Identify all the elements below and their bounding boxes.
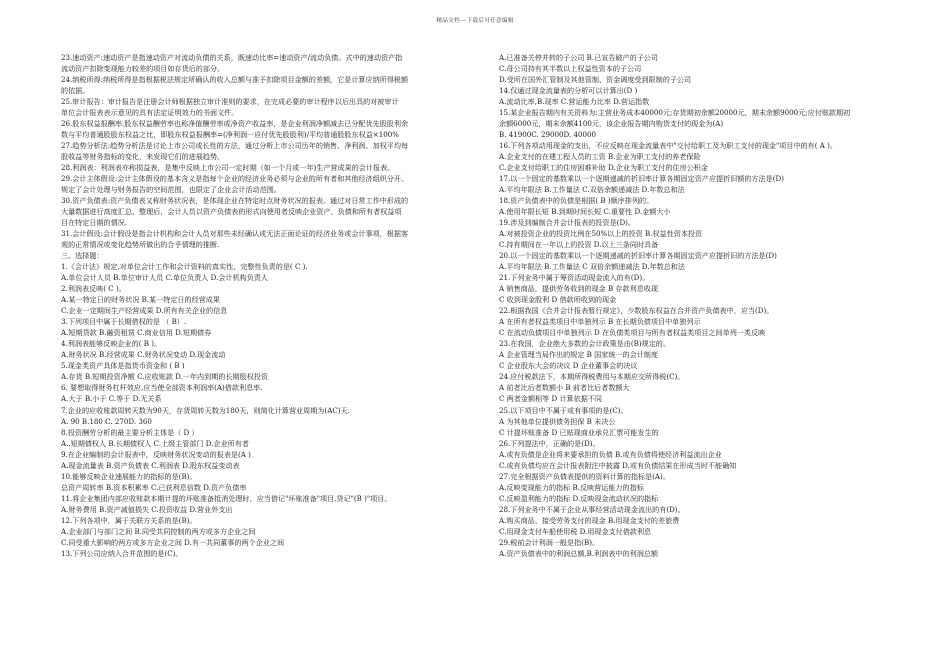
text-line: 3.下列项目中属于长期借权的是 （ B）. (61, 317, 187, 327)
page-header: 精品文档---下载后可任意编辑 (436, 18, 514, 24)
text-line: A.企业部门与部门之间 B.同受共同控制的两方或多方企业之间 (61, 526, 256, 536)
text-line: 单位会计报表表示意见的具有法定证明效力的书面文件。 (61, 108, 239, 118)
text-line: A.对被投资企业的投资比例在50%以上的投资 B.权益性资本投资 (499, 229, 703, 239)
text-line: 5.现金类资产具体是指货币资金和 ( B ) (61, 361, 185, 371)
text-line: B. 41900C. 29000D. 40000 (499, 130, 597, 140)
text-line: 27.完全根据资产负债表提供的资料计算的指标是(A)。 (499, 471, 670, 481)
text-line: 股收益等财务指标的变化，来发现它们的进展趋势。 (61, 152, 225, 162)
text-line: 20.以一个固定的基数乘以一个逐期递减的折旧率计算各期固定资产应提折旧的方法是(D) (499, 251, 777, 261)
text-line: 24.应付税款法下，本期所得税费用与本期应交所得税(C)。 (499, 372, 685, 382)
text-line: A.单位会计人员 B.单位审计人员 C.单位负责人 D.会计机构负责人 (61, 273, 268, 283)
right-column (499, 52, 911, 559)
text-line: 13.下列公司应纳入合并范围的是(C)。 (61, 548, 183, 558)
text-line: A..短期债权人 B.长期债权人 C.上级主管部门 D.企业所有者 (61, 438, 249, 448)
text-line: 余额6000元，期末余额4100元，该企业报告期内购货支付的现金为(A) (499, 119, 724, 129)
text-line: 4.利润表能够反映企业的( B )。 (61, 339, 162, 349)
text-line: 大量数据进行高度汇总、整理后，会计人员以资产负债表的形式向使用者反映企业资产、负债和所有者权益项 (61, 207, 402, 217)
text-line: 23.在我国，企业绝大多数的会计政策是由(B)规定的。 (499, 339, 670, 349)
text-line: C 计提坏账准备 D 已贴现商业承兑汇票可能发生的 (499, 427, 659, 437)
text-line: A.资产负债表中的利润总额,B.利润表中的利润总额 (499, 548, 658, 558)
text-line: A 销售商品，提供劳务收到的现金 B 存款利息收现 (499, 284, 658, 294)
text-line: 6. 要想取得财务杠杆效应,应当使全部资本利润率(A)借款利息率. (61, 383, 263, 393)
text-line: 12.下列各项中，属于关联方关系的是(B)。 (61, 515, 197, 525)
text-line: 30.资产负债表:资产负债表又称财务状况表，是体现企业在特定时点财务状况的报表。通过对日常工作中形成的 (61, 196, 409, 206)
left-column (61, 52, 473, 559)
text-line: A 前者比后者数额小 B 前者比后者数额大 (499, 383, 630, 393)
text-line: 27.趋势分析法:趋势分析法是讨论上市公司或长性的方法，通过分析上市公司历年的销售、净利润、加权平均每 (61, 141, 409, 151)
text-line: C 收到现金股利 D 借款所收到的现金 (499, 295, 617, 305)
text-line: 9.在企业编制的会计报表中，反映财务状况变动的报表是(A ) (61, 449, 251, 459)
text-line: A.财务费用 B.资产减值损失 C.投资收益 D.营业外支出 (61, 504, 233, 514)
text-line: D.受所在国外汇管制及其他管制、资金调度受到限制的子公司 (499, 75, 692, 85)
text-line: 16.下列各项动用现金的支出，不应反映在现金流量表中"交付给职工及为职工支付的现金"项目中的有( A )。 (499, 141, 838, 151)
text-line: A.大于 B.小于 C.等于 D.无关系 (61, 394, 162, 404)
text-line: A 在所有者权益类项目中单独列示 B 在长期负债项目中单独列示 (499, 317, 701, 327)
text-line: A.某一特定日的财务状况 B.某一特定日的经营成果 (61, 295, 220, 305)
text-line: A.平均年限法 B.工作量法 C.双倍余额递减法 D.年数总和法 (499, 185, 685, 195)
text-line: 31.会计假设:会计假设是指会计机构和会计人员对那些未经确认或无法正面论证的经济业务或会计事项，根据客 (61, 229, 409, 239)
text-line: 24.纳税所得:纳税所得是指根据税法规定所确认的收入总额与准予扣除项目金额的差额，它是计算应纳所得税额 (61, 75, 409, 85)
text-line: C.同受重大影响的两方或多方企业之间 D.有一共同董事的两个企业之间 (61, 537, 285, 547)
text-line: C.持有期间在一年以上的投资 D.以上三条同时具备 (499, 240, 659, 250)
text-line: C.用现金支付车船使用税 D.用现金支付借款利息 (499, 526, 652, 536)
text-line: 1.《会计法》规定,对单位会计工作和会计资料的真实性、完整性负责的是( C ). (61, 262, 308, 272)
text-line: C 企业股东大会的决议 D 企业董事会的决议 (499, 361, 638, 371)
text-line: A.购买商品、接受劳务支付的现金 B.用现金支付的差旅费 (499, 515, 680, 525)
text-line: 23.速动资产:速动资产是指速动资产对流动负债的关系，既速动比率=速动资产/流动负债。式中的速动资产指 (61, 53, 403, 62)
text-line: A.财务状况 B.经营成果 C.财务状况变动 D.现金流动 (61, 350, 226, 360)
text-line: 21.下列业务中属于筹资活动现金流入的有(D)。 (499, 273, 650, 283)
text-line: 的依据。 (61, 86, 90, 96)
text-line: A.存货 B.短期投资净额 C.应收账款 D.一年内到期的长期股权投资 (61, 372, 268, 382)
text-line: A.平均年限法 B.工作量法 C 双倍余额递减法 D.年数总和法 (499, 262, 685, 272)
text-line: A 为其他单位提供债务担保 B 未决公 (499, 416, 616, 426)
text-line: 观的正常情况或变化趋势所做出的合乎情理的推断. (61, 240, 220, 250)
text-line: C.企业支付给职工的住房困难补助 D.企业为职工支付的住房公积金 (499, 163, 708, 173)
text-line: 总资产周转率 B.资本积累率 C.已获利息倍数 D.资产负债率 (61, 482, 247, 492)
text-line: C.母公司持有其半数以上权益性资本的子公司 (499, 64, 642, 74)
text-line: 数与平均普通股股东权益之比，即股东权益报酬率=(净利润一应付优先股股利)/平均普通股股东权益×100% (61, 130, 400, 140)
text-line: A.短期贷款 B.融资租赁 C.商业信用 D.短期债券 (61, 328, 212, 338)
text-line: A.使用年限长短 B.到期时间长短 C.重要性 D.金额大小 (499, 207, 671, 217)
text-line: 目在特定日期的情况. (61, 218, 128, 228)
text-line: 10.能够反映企业速展能力的指标的是(B)。 (61, 471, 197, 481)
text-line: 25.以下项目中不属于或有事项的是(C)。 (499, 405, 628, 415)
text-line: 规定了会计处理与财务报告的空间范围，也限定了企业会计活动范围。 (61, 185, 281, 195)
text-line: 14.仅通过现金流量表的分析可以计算出(D ) (499, 86, 638, 96)
text-line: 8.投资酬劳分析的最主要分析主体是（ D ） (61, 427, 199, 437)
text-line: A.现金流量表 B.资产负债表 C.利润表 D.股东权益变动表 (61, 460, 240, 470)
text-line: 2.利润表反映( C )。 (61, 284, 126, 294)
text-line: 三、选择题： (61, 251, 104, 261)
text-line: A.反映变现能力的指标 B.反映营运能力的指标 (499, 482, 644, 492)
text-line: 26.下列提法中，正确的是(D)。 (499, 438, 600, 448)
text-line: C.反映盈利能力的指标 D.反映现金流动状况的指标 (499, 493, 659, 503)
text-line: 28.利润表：利润表亦称损益表，是集中反映上市公司一定时期（如一个月或一年)生产营成果的会计报表。 (61, 163, 395, 173)
text-line: C 两者金额相等 D 计算依据不同 (499, 394, 603, 404)
text-line: A.已准备关停并转的子公司 B.已宣告破产的子公司 (499, 53, 658, 62)
text-line: A. 90 B.180 C. 270D. 360 (61, 416, 152, 426)
text-line: A 企业管理当局作出的规定 B 国家统一的会计制度 (499, 350, 658, 360)
text-line: 17.以一个固定的基数乘以一个逐期递减的折旧率计算各期固定资产应提折旧额的方法是(D) (499, 174, 784, 184)
text-line: 28.下列业务中不属于企业从事经营活动现金流出的有(D)。 (499, 504, 685, 514)
text-line: 29.税前会计利润一般是指(B)。 (499, 537, 600, 547)
text-line: A.流动比率,B.现率 C.营运能力比率 D.营运指数 (499, 97, 650, 107)
text-line: 18.资产负债表中的负债是根据( B )顺序排列的。 (499, 196, 654, 206)
text-line: C.企业一定期间生产经营成果 D.所有有关企业的信息 (61, 306, 228, 316)
text-line: 15.某企业报告期内有关资料为:主营业务成本40000元;存货期初余额20000元，期末余额9000元;应付账款期初 (499, 108, 851, 118)
text-line: 22.根据我国《合并会计报表暂行规定》，少数股东权益在合并资产负债表中，应当(D)。 (499, 306, 774, 316)
text-line: A.企业支付的在建工程人员的工资 B.企业为职工支付的养老保险 (499, 152, 701, 162)
text-line: C 在流动负债项目中单独列示 D 在负债类项目与所有者权益类项目之间单列一类反映 (499, 328, 766, 338)
text-line: 7.企业的应收账款周转天数为90天，存货周转天数为180天，则简化计算营业周期为(AC)天. (61, 405, 350, 415)
text-line: 流动资产扣除变现能力较差的项目如存货后的部分。 (61, 64, 225, 74)
text-line: 25.审计报告：审计报告是注册会计师根据独立审计准则的要求，在完成必要的审计程序以后出具的对被审计 (61, 97, 399, 107)
text-line: 19.涉及到编制合并会计报表的投资是(D)。 (499, 218, 636, 228)
text-line: C.或有负债均应在会计报表附注中披露 D.或有负债结果在形成当时不能确知 (499, 460, 737, 470)
text-line: 29.会计主体假设:会计主体假设的基本含义是指每个企业的经济业务必须与企业的所有者和其他经济组织分开。 (61, 174, 409, 184)
text-line: 26.股东权益报酬率:股东权益酬劳率也称净值酬劳率或净资产收益率，是企业利润净额减去已分配优先股股利余 (61, 119, 409, 129)
text-line: A.或有负债是企业将来要承担的负债 B.或有负债将使经济利益流出企业 (499, 449, 722, 459)
text-line: 11.将企业集团内部应收账款本期计提的坏账准备抵消处理时，应当借记"坏账准备"项目,贷记"(B )"项目。 (61, 493, 392, 503)
